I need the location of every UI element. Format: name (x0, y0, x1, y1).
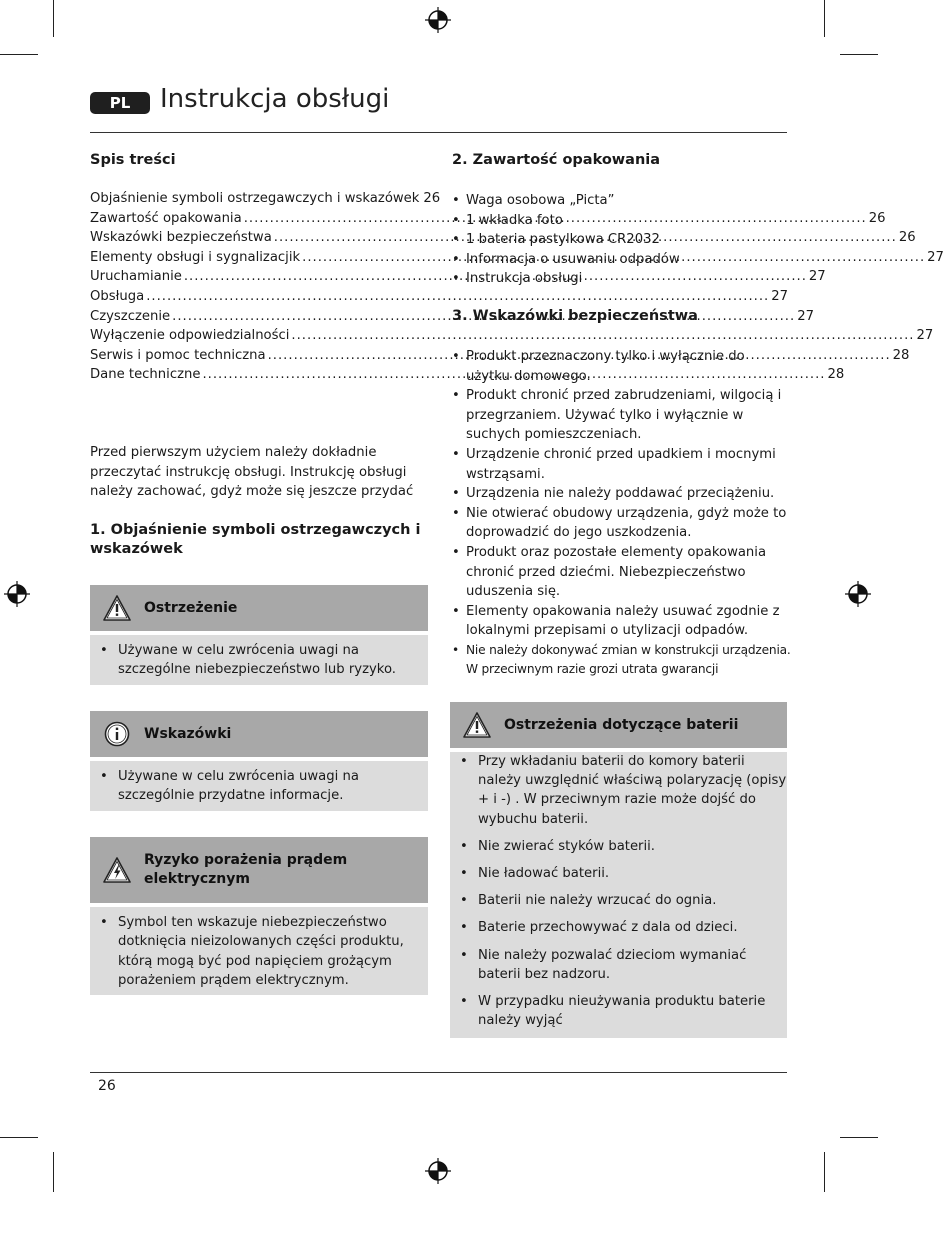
language-badge: PL (90, 92, 150, 114)
section1-heading-line2: wskazówek (90, 541, 183, 557)
toc-entry-page: 28 (827, 367, 845, 383)
list-item: • Informacja o usuwaniu odpadów (452, 250, 792, 270)
battery-box-title: Ostrzeżenia dotyczące baterii (504, 717, 739, 733)
toc-entry-page: 27 (916, 328, 934, 344)
toc-entry-title: Uruchamianie (90, 269, 182, 285)
section3-heading: 3. Wskazówki bezpieczeństwa (452, 308, 698, 324)
list-item: • Nie otwierać obudowy urządzenia, gdyż może to doprowadzić do jego uszkodzenia. (452, 504, 792, 543)
registration-mark-icon (425, 1158, 451, 1184)
crop-mark (53, 0, 54, 37)
list-item: • Baterii nie należy wrzucać do ognia. (450, 891, 787, 910)
shock-box-header (90, 837, 428, 903)
list-item: • Instrukcja obsługi (452, 269, 792, 289)
warning-box-body (90, 635, 428, 685)
toc-entry-page: 26 (423, 191, 441, 206)
toc-entry-title: Serwis i pomoc techniczna (90, 347, 266, 363)
list-item: • Elementy opakowania należy usuwać zgodnie z lokalnymi przepisami o utylizacji odpadów. (452, 602, 792, 641)
section1-heading (90, 521, 430, 559)
section2-heading: 2. Zawartość opakowania (452, 152, 661, 168)
toc-entry-title: Objaśnienie symboli ostrzegawczych i wskazówek (90, 191, 420, 206)
hints-box-header (90, 711, 428, 757)
list-item: • 1 wkładka foto (452, 211, 792, 231)
list-item: • Przy wkładaniu baterii do komory baterii należy uwzględnić właściwą polaryzację (opisy + i -) . W przeciwnym razie może dojść do wybuchu baterii. (450, 752, 787, 829)
section1-heading-line1: 1. Objaśnienie symboli ostrzegawczych i (90, 522, 421, 538)
list-item: • Produkt przeznaczony tylko i wyłącznie do użytku domowego. (452, 347, 792, 386)
toc-entry-page: 26 (898, 230, 916, 246)
hints-box-text: • Używane w celu zwrócenia uwagi na szczególnie przydatne informacje. (90, 767, 428, 806)
toc-entry-title: Czyszczenie (90, 308, 171, 324)
toc-entry-title: Dane techniczne (90, 367, 201, 383)
list-item: • Urządzenie chronić przed upadkiem i mocnymi wstrząsami. (452, 445, 792, 484)
list-item: • Nie ładować baterii. (450, 864, 787, 883)
list-item: • Nie zwierać styków baterii. (450, 837, 787, 856)
shock-box-body (90, 907, 428, 995)
crop-mark (0, 1137, 38, 1138)
crop-mark (824, 1152, 825, 1192)
crop-mark (840, 1137, 878, 1138)
package-contents-list (452, 191, 792, 289)
toc-entry-page: 26 (868, 210, 886, 226)
shock-box-title (144, 851, 347, 889)
list-item: • 1 bateria pastylkowa CR2032 (452, 230, 792, 250)
info-circle-icon (102, 720, 132, 748)
list-item: • Nie należy dokonywać zmian w konstrukcji urządzenia. W przeciwnym razie grozi utrata gwarancji (452, 641, 792, 678)
shock-box-title-line1: Ryzyko porażenia prądem (144, 852, 348, 868)
safety-list (452, 347, 792, 641)
list-item: • W przypadku nieużywania produktu baterie należy wyjąć (450, 992, 787, 1030)
toc-entry-title: Elementy obsługi i sygnalizacjik (90, 249, 301, 265)
battery-box-header (450, 702, 787, 748)
warning-triangle-icon (102, 594, 132, 622)
toc-entry-page: 27 (808, 269, 826, 285)
hints-box-title: Wskazówki (144, 726, 232, 742)
registration-mark-icon (4, 581, 30, 607)
toc-entry-title: Wyłączenie odpowiedzialności (90, 328, 290, 344)
list-item: • Produkt oraz pozostałe elementy opakowania chronić przed dziećmi. Niebezpieczeństwo uduszenia się. (452, 543, 792, 602)
warning-box-text: • Używane w celu zwrócenia uwagi na szczególne niebezpieczeństwo lub ryzyko. (90, 641, 428, 680)
warning-triangle-icon (462, 711, 492, 739)
electric-shock-triangle-icon (102, 856, 132, 884)
toc-entry-title: Zawartość opakowania (90, 210, 242, 226)
page-title: Instrukcja obsługi (160, 84, 390, 114)
list-item: • Baterie przechowywać z dala od dzieci. (450, 918, 787, 937)
toc-entry (90, 287, 788, 307)
hints-box-body (90, 761, 428, 811)
toc-heading: Spis treści (90, 152, 176, 168)
toc-entry-page: 27 (771, 288, 788, 304)
toc-entry-title: Obsługa (90, 288, 145, 304)
toc-leader-dots (291, 326, 914, 346)
page-number: 26 (98, 1078, 116, 1094)
crop-mark (53, 1152, 54, 1192)
warning-box-header (90, 585, 428, 631)
list-item: • Waga osobowa „Picta” (452, 191, 792, 211)
toc-entry (90, 346, 910, 366)
list-item: • Urządzenia nie należy poddawać przeciążeniu. (452, 484, 792, 504)
header-divider (90, 132, 787, 133)
crop-mark (824, 0, 825, 37)
registration-mark-icon (425, 7, 451, 33)
toc-entry (90, 189, 441, 209)
toc-entry-page: 27 (797, 308, 814, 324)
intro-paragraph: Przed pierwszym użyciem należy dokładnie przeczytać instrukcję obsługi. Instrukcję obsługi należy zachować, gdyż może się jeszcze przydać (90, 445, 414, 499)
safety-list-condensed (452, 641, 792, 678)
footer-divider (90, 1072, 787, 1073)
crop-mark (840, 54, 878, 55)
toc-leader-dots (146, 287, 769, 307)
registration-mark-icon (845, 581, 871, 607)
battery-box-body (450, 752, 787, 1038)
list-item: • Nie należy pozwalać dzieciom wymaniać baterii bez nadzoru. (450, 946, 787, 984)
toc-entry-title: Wskazówki bezpieczeństwa (90, 230, 272, 246)
toc-entry-page: 27 (927, 249, 944, 265)
shock-box-title-line2: elektrycznym (144, 871, 250, 887)
list-item: • Produkt chronić przed zabrudzeniami, wilgocią i przegrzaniem. Używać tylko i wyłącznie w suchych pomieszczeniach. (452, 386, 792, 445)
crop-mark (0, 54, 38, 55)
shock-box-text: • Symbol ten wskazuje niebezpieczeństwo dotknięcia nieizolowanych części produktu, którą mogą być pod napięciem grożącym porażeniem prądem elektrycznym. (90, 913, 428, 991)
toc-entry (90, 326, 934, 346)
warning-box-title: Ostrzeżenie (144, 600, 238, 616)
toc-entry-page: 28 (892, 347, 910, 363)
